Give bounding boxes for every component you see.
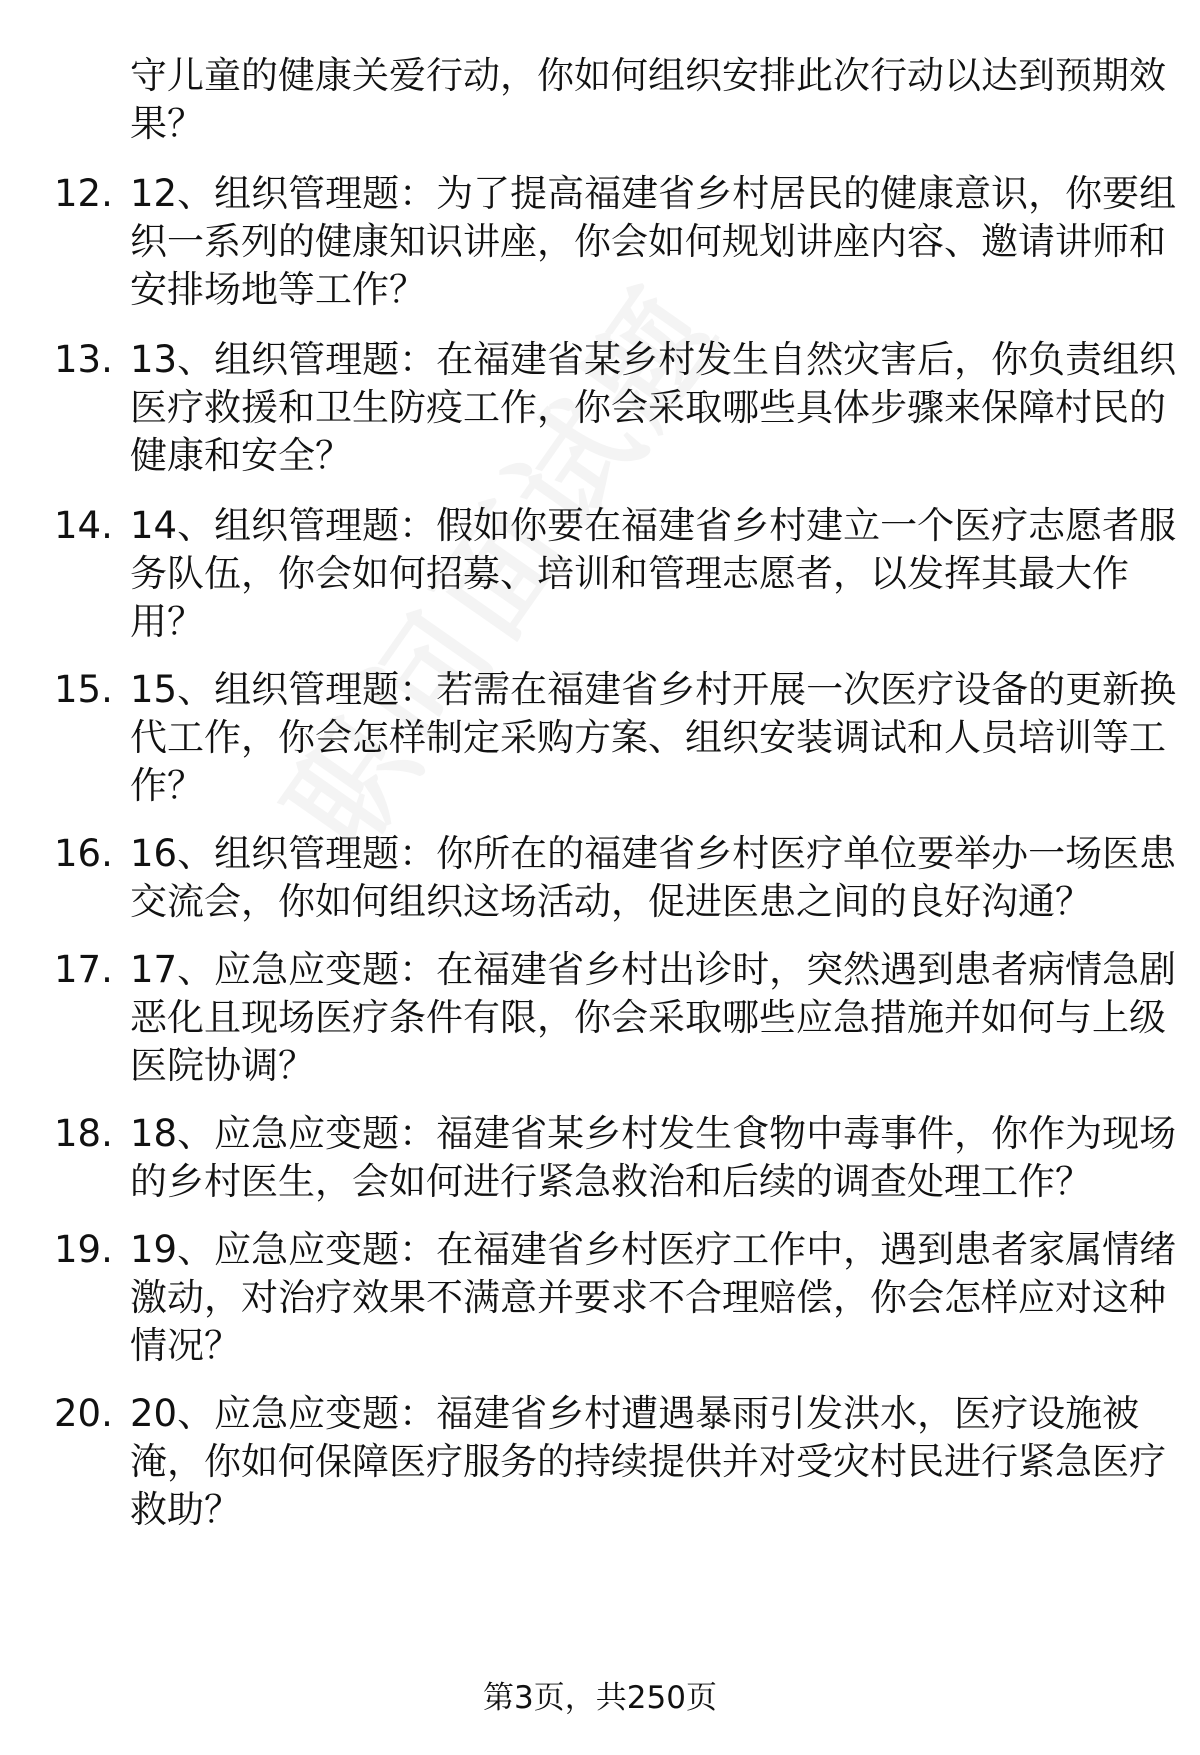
question-line: 救助？ (130, 1488, 241, 1531)
question-line: 恶化且现场医疗条件有限，你会采取哪些应急措施并如何与上级 (130, 996, 1166, 1039)
question-text (130, 666, 1177, 810)
question-line: 健康和安全？ (130, 434, 352, 477)
question-line: 20、应急应变题：福建省乡村遭遇暴雨引发洪水，医疗设施被 (130, 1392, 1140, 1435)
question-line: 的乡村医生，会如何进行紧急救治和后续的调查处理工作？ (130, 1160, 1092, 1203)
question-text (130, 170, 1177, 314)
question-line: 14、组织管理题：假如你要在福建省乡村建立一个医疗志愿者服 (130, 504, 1177, 547)
question-line: 用？ (130, 600, 204, 643)
question-line: 医院协调？ (130, 1044, 315, 1087)
question-line: 13、组织管理题：在福建省某乡村发生自然灾害后，你负责组织 (130, 338, 1177, 381)
question-number: 16. (54, 832, 113, 875)
continuation-line-2: 果？ (130, 102, 204, 145)
question-line: 作？ (130, 764, 204, 807)
question-line: 12、组织管理题：为了提高福建省乡村居民的健康意识，你要组 (130, 172, 1177, 215)
question-number: 13. (54, 338, 113, 381)
question-line: 15、组织管理题：若需在福建省乡村开展一次医疗设备的更新换 (130, 668, 1177, 711)
question-line: 情况？ (130, 1324, 241, 1367)
question-number: 20. (54, 1392, 113, 1435)
question-line: 交流会，你如何组织这场活动，促进医患之间的良好沟通？ (130, 880, 1092, 923)
question-line: 淹，你如何保障医疗服务的持续提供并对受灾村民进行紧急医疗 (130, 1440, 1166, 1483)
question-text (130, 336, 1177, 480)
question-line: 医疗救援和卫生防疫工作，你会采取哪些具体步骤来保障村民的 (130, 386, 1166, 429)
continuation-line-1: 守儿童的健康关爱行动，你如何组织安排此次行动以达到预期效 (130, 54, 1166, 97)
question-text (130, 1390, 1166, 1534)
question-number: 14. (54, 504, 113, 547)
question-text (130, 830, 1177, 926)
question-line: 织一系列的健康知识讲座，你会如何规划讲座内容、邀请讲师和 (130, 220, 1166, 263)
question-text (130, 502, 1177, 646)
question-line: 19、应急应变题：在福建省乡村医疗工作中，遇到患者家属情绪 (130, 1228, 1177, 1271)
question-line: 代工作，你会怎样制定采购方案、组织安装调试和人员培训等工 (130, 716, 1166, 759)
question-number: 19. (54, 1228, 113, 1271)
question-number: 15. (54, 668, 113, 711)
question-text (130, 946, 1177, 1090)
question-line: 16、组织管理题：你所在的福建省乡村医疗单位要举办一场医患 (130, 832, 1177, 875)
question-number: 17. (54, 948, 113, 991)
question-number: 18. (54, 1112, 113, 1155)
question-line: 激动，对治疗效果不满意并要求不合理赔偿，你会怎样应对这种 (130, 1276, 1166, 1319)
question-number: 12. (54, 172, 113, 215)
question-text (130, 1226, 1177, 1370)
question-line: 18、应急应变题：福建省某乡村发生食物中毒事件，你作为现场 (130, 1112, 1177, 1155)
question-text (130, 1110, 1177, 1206)
question-line: 17、应急应变题：在福建省乡村出诊时，突然遇到患者病情急剧 (130, 948, 1177, 991)
question-line: 安排场地等工作？ (130, 268, 426, 311)
page-number-footer: 第3页，共250页 (483, 1680, 717, 1716)
question-line: 务队伍，你会如何招募、培训和管理志愿者，以发挥其最大作 (130, 552, 1129, 595)
